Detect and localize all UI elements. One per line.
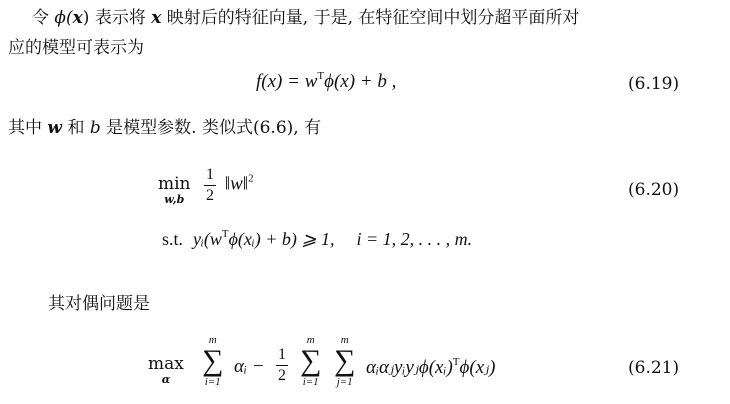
math-x: x xyxy=(151,8,162,28)
equation-number: (6.20) xyxy=(628,180,680,200)
sum-upper: m xyxy=(340,334,349,346)
math-phi: ϕ( xyxy=(54,8,73,28)
eq-lhs: f(x) = w xyxy=(256,71,318,92)
text-segment: 和 xyxy=(62,118,90,138)
sum-operator-3 xyxy=(334,334,355,388)
sum-lower: j=1 xyxy=(336,376,353,388)
math-paren: ) xyxy=(82,8,90,28)
min-operator xyxy=(158,176,191,206)
eq-superscript: T xyxy=(221,228,229,240)
min-subscript: w,b xyxy=(164,193,185,206)
equation-number: (6.21) xyxy=(628,358,680,378)
text-segment: 令 xyxy=(32,8,55,28)
max-subscript: α xyxy=(161,373,171,386)
constraint-range: i = 1, 2, . . . , m. xyxy=(356,229,473,249)
paragraph-line-3 xyxy=(8,120,321,137)
equation-6-21-term1 xyxy=(234,356,265,378)
equation-6-20-objective xyxy=(200,166,254,204)
fraction-denominator: 2 xyxy=(278,366,286,384)
sum-upper: m xyxy=(208,334,217,346)
sum-operator-2 xyxy=(300,334,321,388)
paragraph-line-1 xyxy=(32,10,579,27)
fraction-bar xyxy=(276,365,288,366)
text-segment: 是模型参数. 类似式(6.6), 有 xyxy=(100,118,322,138)
eq-superscript: 2 xyxy=(248,172,254,185)
eq-superscript: T xyxy=(317,70,325,82)
math-x: x xyxy=(72,8,83,28)
constraint-lhs: yᵢ(w xyxy=(193,229,222,249)
sigma-icon: ∑ xyxy=(202,344,224,377)
equation-6-20-constraint xyxy=(162,228,472,250)
fraction-numerator: 1 xyxy=(206,166,214,183)
fraction-numerator: 1 xyxy=(278,346,286,363)
st-label: s.t. xyxy=(162,229,184,249)
equation-6-21-term2 xyxy=(366,356,495,379)
text-segment: 应的模型可表示为 xyxy=(8,38,144,58)
text-segment: 表示将 xyxy=(89,8,152,28)
sum-lower: i=1 xyxy=(204,376,221,388)
eq-term: αᵢ − xyxy=(234,356,265,377)
math-w: w xyxy=(47,118,63,138)
sum-lower: i=1 xyxy=(302,376,319,388)
constraint-rhs: ϕ(xᵢ) + b) ⩾ 1, xyxy=(228,229,335,249)
equation-6-21-frac xyxy=(272,346,292,384)
min-label: min xyxy=(158,174,191,194)
eq-term: ϕ(xⱼ) xyxy=(459,357,496,378)
sum-operator-1 xyxy=(202,334,223,388)
math-b: b xyxy=(89,118,101,138)
sigma-icon: ∑ xyxy=(334,344,356,377)
eq-term: αᵢαⱼyᵢyⱼϕ(xᵢ) xyxy=(366,357,453,378)
max-operator xyxy=(148,356,184,386)
equation-6-19 xyxy=(256,70,396,93)
eq-superscript: T xyxy=(452,356,460,368)
text-segment: 其对偶问题是 xyxy=(48,294,150,314)
fraction-denominator: 2 xyxy=(206,186,214,204)
max-label: max xyxy=(148,354,184,374)
equation-number: (6.19) xyxy=(628,74,680,94)
fraction-half xyxy=(204,166,216,204)
fraction-bar xyxy=(204,185,216,186)
sum-upper: m xyxy=(306,334,315,346)
paragraph-line-2 xyxy=(8,40,144,57)
norm-w: ‖w‖ xyxy=(224,173,249,195)
sigma-icon: ∑ xyxy=(300,344,322,377)
fraction-half xyxy=(276,346,288,384)
paragraph-line-4 xyxy=(48,296,150,313)
eq-rhs: ϕ(x) + b , xyxy=(324,71,397,92)
text-segment: 其中 xyxy=(8,118,48,138)
text-segment: 映射后的特征向量, 于是, 在特征空间中划分超平面所对 xyxy=(161,8,580,28)
